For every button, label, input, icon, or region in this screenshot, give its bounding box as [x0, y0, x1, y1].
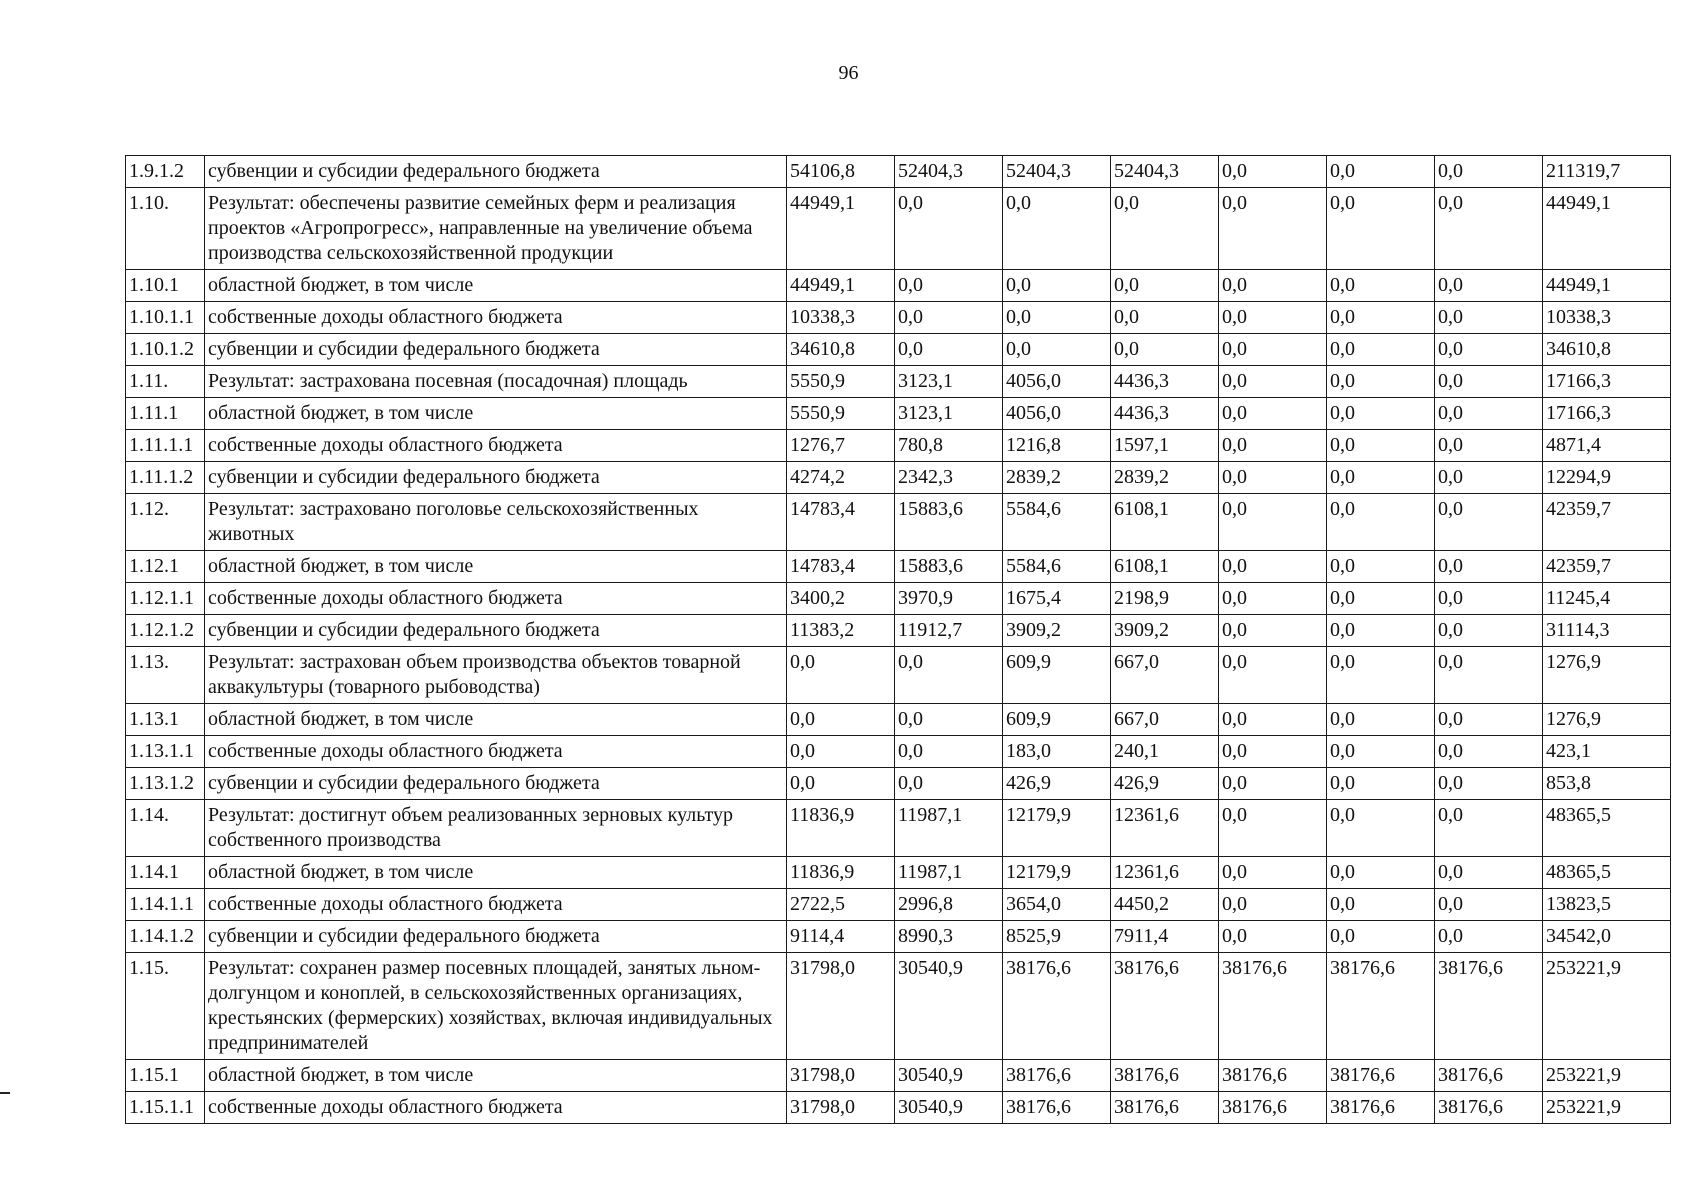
row-code: 1.10.1: [126, 270, 205, 302]
margin-mark: [0, 1092, 10, 1094]
table-row: [126, 583, 1671, 615]
row-value: 0,0: [1435, 366, 1543, 398]
row-value: 5550,9: [787, 398, 895, 430]
table-row: [126, 188, 1671, 270]
row-value: 30540,9: [895, 1060, 1003, 1092]
row-value: 11383,2: [787, 615, 895, 647]
row-value: 38176,6: [1327, 953, 1435, 1060]
row-value: 0,0: [895, 302, 1003, 334]
row-value: 38176,6: [1111, 1060, 1219, 1092]
row-value: 0,0: [1003, 270, 1111, 302]
row-value: 0,0: [1327, 551, 1435, 583]
row-value: 0,0: [1003, 188, 1111, 270]
table-row: [126, 462, 1671, 494]
row-value: 0,0: [1327, 736, 1435, 768]
row-value: 0,0: [1219, 398, 1327, 430]
row-value: 0,0: [1327, 366, 1435, 398]
row-value: 0,0: [1435, 615, 1543, 647]
row-value: 0,0: [1435, 156, 1543, 188]
row-code: 1.15.: [126, 953, 205, 1060]
row-value: 38176,6: [1003, 953, 1111, 1060]
row-value: 0,0: [787, 768, 895, 800]
table-row: [126, 1092, 1671, 1124]
row-value: 0,0: [1435, 494, 1543, 551]
row-value: 0,0: [1435, 270, 1543, 302]
table-row: [126, 800, 1671, 857]
row-value: 0,0: [1327, 156, 1435, 188]
row-code: 1.15.1: [126, 1060, 205, 1092]
row-value: 0,0: [1219, 494, 1327, 551]
row-total-value: 12294,9: [1543, 462, 1671, 494]
row-description: областной бюджет, в том числе: [205, 398, 787, 430]
row-value: 0,0: [1435, 583, 1543, 615]
row-value: 0,0: [895, 270, 1003, 302]
row-value: 0,0: [1219, 800, 1327, 857]
row-value: 4056,0: [1003, 398, 1111, 430]
row-value: 38176,6: [1219, 1060, 1327, 1092]
row-description: субвенции и субсидии федерального бюджета: [205, 921, 787, 953]
row-code: 1.14.1.1: [126, 889, 205, 921]
table-row: [126, 334, 1671, 366]
row-code: 1.13.1: [126, 704, 205, 736]
row-value: 9114,4: [787, 921, 895, 953]
row-value: 11912,7: [895, 615, 1003, 647]
row-value: 0,0: [1435, 398, 1543, 430]
row-value: 54106,8: [787, 156, 895, 188]
table-row: [126, 953, 1671, 1060]
row-code: 1.13.1.1: [126, 736, 205, 768]
row-code: 1.11.1.1: [126, 430, 205, 462]
row-value: 4274,2: [787, 462, 895, 494]
row-total-value: 853,8: [1543, 768, 1671, 800]
row-code: 1.14.1.2: [126, 921, 205, 953]
row-value: 2839,2: [1111, 462, 1219, 494]
row-value: 3909,2: [1111, 615, 1219, 647]
row-value: 15883,6: [895, 494, 1003, 551]
row-value: 0,0: [1327, 768, 1435, 800]
row-value: 2722,5: [787, 889, 895, 921]
row-value: 38176,6: [1327, 1092, 1435, 1124]
row-value: 0,0: [1327, 647, 1435, 704]
row-total-value: 211319,7: [1543, 156, 1671, 188]
row-value: 0,0: [1435, 857, 1543, 889]
row-value: 0,0: [1219, 857, 1327, 889]
row-total-value: 44949,1: [1543, 188, 1671, 270]
row-value: 0,0: [1327, 334, 1435, 366]
row-value: 609,9: [1003, 647, 1111, 704]
row-value: 30540,9: [895, 1092, 1003, 1124]
row-value: 0,0: [1219, 768, 1327, 800]
row-value: 183,0: [1003, 736, 1111, 768]
row-value: 38176,6: [1435, 1092, 1543, 1124]
row-total-value: 17166,3: [1543, 398, 1671, 430]
row-value: 0,0: [1327, 704, 1435, 736]
row-total-value: 13823,5: [1543, 889, 1671, 921]
row-description: Результат: застрахована посевная (посадочная) площадь: [205, 366, 787, 398]
table-row: [126, 398, 1671, 430]
row-description: областной бюджет, в том числе: [205, 551, 787, 583]
row-description: субвенции и субсидии федерального бюджета: [205, 334, 787, 366]
row-code: 1.10.: [126, 188, 205, 270]
row-value: 0,0: [1327, 583, 1435, 615]
row-value: 0,0: [895, 736, 1003, 768]
table-row: [126, 156, 1671, 188]
row-value: 0,0: [1435, 334, 1543, 366]
row-value: 0,0: [1435, 462, 1543, 494]
row-value: 0,0: [1327, 857, 1435, 889]
row-value: 11836,9: [787, 800, 895, 857]
row-code: 1.11.1: [126, 398, 205, 430]
row-value: 1276,7: [787, 430, 895, 462]
row-value: 0,0: [1327, 188, 1435, 270]
table-row: [126, 857, 1671, 889]
row-value: 12361,6: [1111, 800, 1219, 857]
row-description: собственные доходы областного бюджета: [205, 302, 787, 334]
row-code: 1.15.1.1: [126, 1092, 205, 1124]
row-value: 0,0: [1435, 302, 1543, 334]
row-description: Результат: сохранен размер посевных площадей, занятых льном-долгунцом и коноплей, в сельскохозяйственных организациях, крестьянских (фермерских) хозяйствах, включая индивидуальных предпринимателей: [205, 953, 787, 1060]
table-row: [126, 430, 1671, 462]
row-code: 1.12.1.1: [126, 583, 205, 615]
row-value: 5584,6: [1003, 551, 1111, 583]
row-total-value: 42359,7: [1543, 551, 1671, 583]
row-value: 38176,6: [1111, 953, 1219, 1060]
row-description: субвенции и субсидии федерального бюджета: [205, 768, 787, 800]
row-code: 1.9.1.2: [126, 156, 205, 188]
row-value: 0,0: [1219, 462, 1327, 494]
row-value: 0,0: [1327, 494, 1435, 551]
row-total-value: 42359,7: [1543, 494, 1671, 551]
row-value: 8525,9: [1003, 921, 1111, 953]
row-value: 11987,1: [895, 857, 1003, 889]
row-value: 0,0: [1219, 704, 1327, 736]
row-value: 3123,1: [895, 398, 1003, 430]
row-value: 0,0: [1435, 704, 1543, 736]
table-row: [126, 551, 1671, 583]
row-total-value: 48365,5: [1543, 857, 1671, 889]
row-value: 0,0: [1111, 188, 1219, 270]
row-total-value: 34610,8: [1543, 334, 1671, 366]
row-value: 0,0: [1435, 647, 1543, 704]
row-value: 38176,6: [1327, 1060, 1435, 1092]
budget-table: [125, 155, 1671, 1124]
row-value: 2996,8: [895, 889, 1003, 921]
row-description: собственные доходы областного бюджета: [205, 430, 787, 462]
row-value: 6108,1: [1111, 551, 1219, 583]
row-description: собственные доходы областного бюджета: [205, 583, 787, 615]
row-value: 0,0: [787, 704, 895, 736]
row-description: Результат: достигнут объем реализованных зерновых культур собственного производства: [205, 800, 787, 857]
row-code: 1.12.1.2: [126, 615, 205, 647]
row-total-value: 1276,9: [1543, 647, 1671, 704]
row-value: 0,0: [1003, 334, 1111, 366]
row-description: Результат: застрахован объем производства объектов товарной аквакультуры (товарного рыбоводства): [205, 647, 787, 704]
row-value: 2839,2: [1003, 462, 1111, 494]
row-value: 0,0: [1219, 270, 1327, 302]
row-value: 0,0: [1111, 302, 1219, 334]
row-value: 5550,9: [787, 366, 895, 398]
row-value: 3970,9: [895, 583, 1003, 615]
row-value: 0,0: [1003, 302, 1111, 334]
row-description: областной бюджет, в том числе: [205, 1060, 787, 1092]
table-row: [126, 494, 1671, 551]
row-value: 0,0: [1435, 736, 1543, 768]
row-value: 4056,0: [1003, 366, 1111, 398]
row-value: 14783,4: [787, 494, 895, 551]
row-value: 38176,6: [1003, 1092, 1111, 1124]
row-value: 0,0: [895, 704, 1003, 736]
row-value: 2198,9: [1111, 583, 1219, 615]
row-value: 0,0: [895, 188, 1003, 270]
row-value: 0,0: [895, 647, 1003, 704]
row-value: 667,0: [1111, 704, 1219, 736]
table-row: [126, 768, 1671, 800]
row-value: 52404,3: [1003, 156, 1111, 188]
row-value: 8990,3: [895, 921, 1003, 953]
row-code: 1.13.1.2: [126, 768, 205, 800]
row-value: 0,0: [1435, 800, 1543, 857]
row-value: 0,0: [1327, 398, 1435, 430]
row-description: областной бюджет, в том числе: [205, 270, 787, 302]
row-value: 0,0: [1327, 430, 1435, 462]
row-code: 1.12.1: [126, 551, 205, 583]
row-value: 44949,1: [787, 188, 895, 270]
row-code: 1.13.: [126, 647, 205, 704]
table-row: [126, 302, 1671, 334]
row-description: собственные доходы областного бюджета: [205, 1092, 787, 1124]
row-description: Результат: обеспечены развитие семейных ферм и реализация проектов «Агропрогресс», направленные на увеличение объема производства сельскохозяйственной продукции: [205, 188, 787, 270]
row-value: 3123,1: [895, 366, 1003, 398]
row-value: 609,9: [1003, 704, 1111, 736]
row-value: 0,0: [1111, 334, 1219, 366]
row-value: 1216,8: [1003, 430, 1111, 462]
row-value: 4436,3: [1111, 366, 1219, 398]
row-code: 1.14.: [126, 800, 205, 857]
row-description: субвенции и субсидии федерального бюджета: [205, 156, 787, 188]
row-value: 667,0: [1111, 647, 1219, 704]
row-value: 12179,9: [1003, 800, 1111, 857]
row-code: 1.11.1.2: [126, 462, 205, 494]
row-description: субвенции и субсидии федерального бюджета: [205, 462, 787, 494]
row-value: 11836,9: [787, 857, 895, 889]
table-row: [126, 366, 1671, 398]
row-value: 0,0: [1435, 430, 1543, 462]
row-value: 3654,0: [1003, 889, 1111, 921]
row-description: собственные доходы областного бюджета: [205, 736, 787, 768]
row-value: 0,0: [1219, 156, 1327, 188]
row-value: 38176,6: [1435, 1060, 1543, 1092]
row-value: 38176,6: [1435, 953, 1543, 1060]
row-value: 7911,4: [1111, 921, 1219, 953]
row-value: 31798,0: [787, 1092, 895, 1124]
row-value: 0,0: [1327, 800, 1435, 857]
row-value: 38176,6: [1111, 1092, 1219, 1124]
row-value: 0,0: [1219, 366, 1327, 398]
row-total-value: 253221,9: [1543, 1092, 1671, 1124]
row-value: 31798,0: [787, 1060, 895, 1092]
row-description: областной бюджет, в том числе: [205, 857, 787, 889]
row-value: 426,9: [1111, 768, 1219, 800]
row-value: 38176,6: [1003, 1060, 1111, 1092]
row-value: 3400,2: [787, 583, 895, 615]
row-total-value: 4871,4: [1543, 430, 1671, 462]
row-value: 30540,9: [895, 953, 1003, 1060]
row-value: 0,0: [1327, 462, 1435, 494]
row-total-value: 253221,9: [1543, 1060, 1671, 1092]
row-value: 426,9: [1003, 768, 1111, 800]
row-value: 15883,6: [895, 551, 1003, 583]
row-value: 0,0: [1111, 270, 1219, 302]
row-total-value: 10338,3: [1543, 302, 1671, 334]
row-total-value: 11245,4: [1543, 583, 1671, 615]
row-value: 0,0: [895, 768, 1003, 800]
table-row: [126, 615, 1671, 647]
row-description: областной бюджет, в том числе: [205, 704, 787, 736]
row-code: 1.10.1.1: [126, 302, 205, 334]
page-number: 96: [838, 62, 859, 84]
row-value: 0,0: [1219, 583, 1327, 615]
row-value: 0,0: [1435, 889, 1543, 921]
row-total-value: 34542,0: [1543, 921, 1671, 953]
row-value: 11987,1: [895, 800, 1003, 857]
row-value: 12361,6: [1111, 857, 1219, 889]
row-value: 0,0: [895, 334, 1003, 366]
row-code: 1.11.: [126, 366, 205, 398]
row-code: 1.14.1: [126, 857, 205, 889]
row-value: 14783,4: [787, 551, 895, 583]
table-row: [126, 704, 1671, 736]
row-value: 4436,3: [1111, 398, 1219, 430]
row-total-value: 44949,1: [1543, 270, 1671, 302]
row-value: 240,1: [1111, 736, 1219, 768]
row-value: 38176,6: [1219, 1092, 1327, 1124]
row-value: 3909,2: [1003, 615, 1111, 647]
row-total-value: 48365,5: [1543, 800, 1671, 857]
row-description: собственные доходы областного бюджета: [205, 889, 787, 921]
row-value: 0,0: [1219, 430, 1327, 462]
row-total-value: 423,1: [1543, 736, 1671, 768]
row-value: 44949,1: [787, 270, 895, 302]
table-row: [126, 270, 1671, 302]
row-value: 0,0: [1219, 302, 1327, 334]
row-value: 0,0: [1435, 921, 1543, 953]
row-description: субвенции и субсидии федерального бюджета: [205, 615, 787, 647]
row-value: 0,0: [1327, 889, 1435, 921]
row-value: 0,0: [1435, 188, 1543, 270]
table-row: [126, 647, 1671, 704]
row-value: 2342,3: [895, 462, 1003, 494]
row-value: 0,0: [787, 647, 895, 704]
row-value: 31798,0: [787, 953, 895, 1060]
table-row: [126, 889, 1671, 921]
table-row: [126, 921, 1671, 953]
row-value: 38176,6: [1219, 953, 1327, 1060]
table-row: [126, 736, 1671, 768]
row-value: 0,0: [1219, 551, 1327, 583]
table-body: [126, 156, 1671, 1124]
row-value: 0,0: [1327, 270, 1435, 302]
row-value: 6108,1: [1111, 494, 1219, 551]
row-value: 0,0: [1327, 921, 1435, 953]
row-value: 0,0: [1219, 921, 1327, 953]
row-value: 52404,3: [895, 156, 1003, 188]
row-total-value: 31114,3: [1543, 615, 1671, 647]
row-code: 1.10.1.2: [126, 334, 205, 366]
row-code: 1.12.: [126, 494, 205, 551]
table-row: [126, 1060, 1671, 1092]
row-total-value: 253221,9: [1543, 953, 1671, 1060]
row-value: 1597,1: [1111, 430, 1219, 462]
row-value: 5584,6: [1003, 494, 1111, 551]
row-value: 0,0: [1219, 736, 1327, 768]
row-value: 10338,3: [787, 302, 895, 334]
row-value: 4450,2: [1111, 889, 1219, 921]
row-value: 0,0: [1219, 188, 1327, 270]
row-value: 0,0: [1435, 768, 1543, 800]
row-value: 0,0: [1219, 334, 1327, 366]
row-value: 0,0: [1327, 615, 1435, 647]
row-value: 34610,8: [787, 334, 895, 366]
row-total-value: 1276,9: [1543, 704, 1671, 736]
row-value: 780,8: [895, 430, 1003, 462]
row-value: 0,0: [1327, 302, 1435, 334]
row-value: 0,0: [1219, 647, 1327, 704]
row-value: 12179,9: [1003, 857, 1111, 889]
row-value: 0,0: [1435, 551, 1543, 583]
row-value: 52404,3: [1111, 156, 1219, 188]
row-value: 0,0: [1219, 615, 1327, 647]
row-value: 0,0: [1219, 889, 1327, 921]
row-description: Результат: застраховано поголовье сельскохозяйственных животных: [205, 494, 787, 551]
row-value: 1675,4: [1003, 583, 1111, 615]
row-total-value: 17166,3: [1543, 366, 1671, 398]
row-value: 0,0: [787, 736, 895, 768]
